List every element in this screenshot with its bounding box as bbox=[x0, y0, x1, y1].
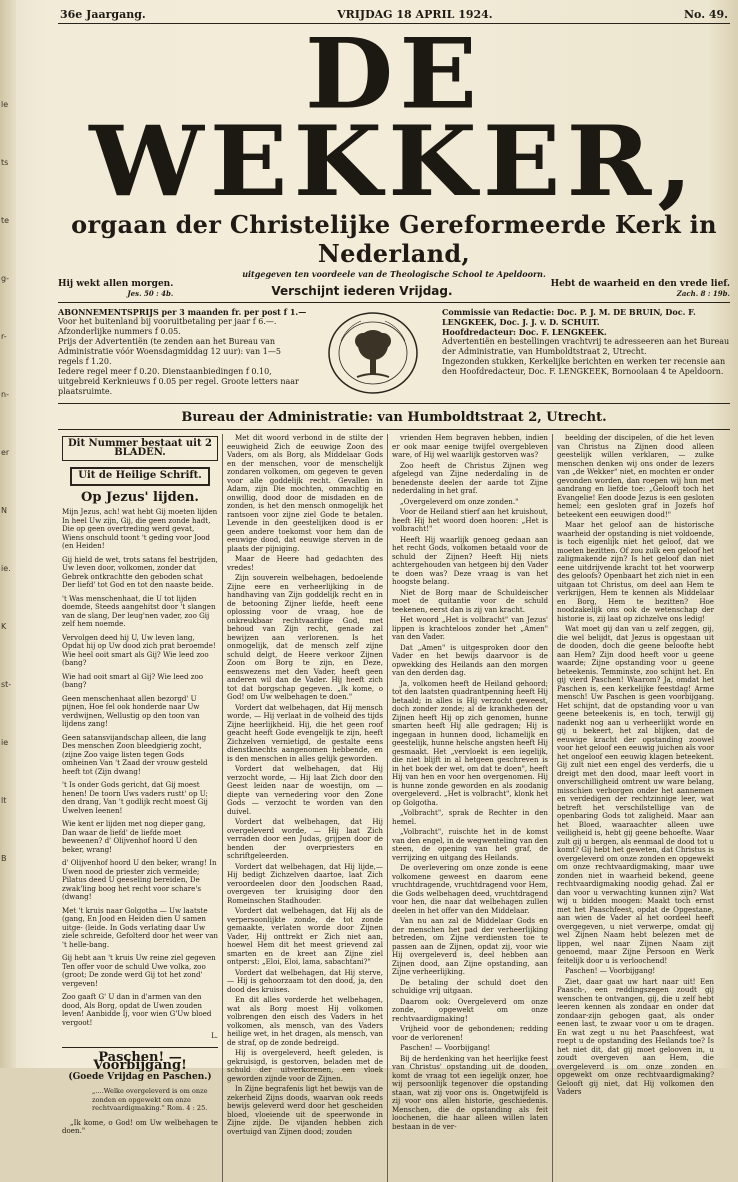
paragraph: Vordert dat welbehagen, dat Hij sterve, — Hij is gehoorzaam tot den dood, ja, den dood des kruises. bbox=[227, 967, 383, 994]
column-2 bbox=[223, 434, 388, 1182]
issue-date: VRIJDAG 18 APRIL 1924. bbox=[337, 8, 493, 21]
paragraph: Vordert dat welbehagen, dat Hij mensch worde, — Hij verlaat in de volheid des tijds Zijne heerlijkheid. Hij, die het geen roof geacht heeft Gode evengelijk te zijn, heeft Zichzelven vernietigd, de gestalte eens dienstknechts aangenomen hebbende, en is den menschen in alles gelijk geworden. bbox=[227, 702, 383, 763]
margin-fragment: lt bbox=[1, 796, 7, 805]
article-columns bbox=[58, 434, 730, 1182]
paragraph: Vordert dat welbehagen, dat Hij lijde,— Hij bedigt Zichzelven daartoe, laat Zich veroordeelen door den Joodschen Raad, overgeven ter kruisiging door den Romeinschen Stadhouder. bbox=[227, 861, 383, 905]
poem-stanza: Met 't kruis naar Golgotha — Uw laatste (gang, En Jood en Heiden dien U samen uitge- (leide. In Gods verlating daar Uw ziele schreide, Gefolterd door het weer van 't helle-bang. bbox=[62, 905, 219, 949]
paragraph: Zijn souverein welbehagen, bedoelende Zijne eere en verheerlijking in de handhaving van Zijn goddelijk recht en in de betooning Zijner liefde, heeft eene oplossing voor de vraag, hoe de onkreukbaar rechtvaardige God, met behoud van Zijn recht, genade zal bewijzen aan verlorenen. Is het onmogelijk, dat de mensch zelf zijne schuld delgt, de Heere verkoor Zijnen Zoon om Borg te zijn, en Deze, eenswezens met den Vader, heeft geen anderen wil dan de Vader. Hij heeft zich tot dat borgschap gegeven. „Ik kome, o God! om Uw welbehagen te doen." bbox=[227, 573, 383, 701]
poem-stanza: Wie kent er lijden met nog dieper gang, Dan waar de liefd' de liefde moet beweenen? d' Olijvenhof hoord U den beker, wrang! bbox=[62, 819, 206, 854]
motto-row bbox=[58, 279, 730, 298]
bureau-address: Bureau der Administratie: van Humboldtstraat 2, Utrecht. bbox=[58, 404, 730, 430]
masthead-subtitle: orgaan der Christelijke Gereformeerde Kerk in Nederland, bbox=[71, 210, 717, 268]
margin-fragment: te bbox=[1, 216, 10, 225]
poem-title: Op Jezus' lijden. bbox=[81, 489, 199, 505]
tree-seal-icon bbox=[327, 311, 419, 395]
paragraph: De betaling der schuld doet den schuldige vrij uitgaan. bbox=[392, 977, 548, 995]
article-title: Paschen! — Voorbijgang! bbox=[93, 1049, 187, 1073]
paragraph: Daarom ook: Overgeleverd om onze zonde, opgewekt om onze rechtvaardigmaking! bbox=[392, 996, 548, 1023]
poem-stanza: 't Is onder Gods gericht, dat Gij moest henen! De toorn Uws vaders rustt' op U; den drang, Van 't godlijk recht moest Gij Uwelven leenen! bbox=[62, 780, 208, 815]
paragraph: „Overgeleverd om onze zonden." bbox=[400, 496, 519, 506]
margin-fragment: le bbox=[1, 100, 9, 109]
issue-notice: Dit Nummer bestaat uit 2 BLADEN. bbox=[62, 436, 218, 461]
paragraph: Zoo heeft de Christus Zijnen weg afgelegd van Zijne nederdaling in de benedenste deelen der aarde tot Zijne nederdaling in het graf. bbox=[392, 460, 548, 495]
front-page bbox=[58, 4, 730, 1182]
paragraph: Voor de Heiland stierf aan het kruishout, heeft Hij het woord doen hooren: „Het is volbracht!" bbox=[392, 507, 548, 533]
poem-stanza: Gij hield de wet, trots satans fel bestrijden, Uw leven door, volkomen, zonder dat Gebrek ontkrachtte den geboden schat Der liefd' tot God en tot den naaste beide. bbox=[62, 554, 218, 589]
redaction-info: Commissie van Redactie: Doc. P. J. M. DE BRUIN, Doc. F. LENGKEEK, Doc. J. J. v. D. SCHUIT. Hoofdredacteur: Doc. F. LENGKEEK. Advertentiën en bestellingen vrachtvrij te adresseeren aan het Bureau der Administratie, van Humboldtstraat 2, Utrecht. Ingezonden stukken, Kerkelijke berichten en werken ter recensie aan den Hoofdredacteur, Doc. F. LENGKEEK, Bornoolaan 4 te Apeldoorn. bbox=[442, 307, 730, 376]
article-opening: „Ik kome, o God! om Uw welbehagen te doen." bbox=[62, 1117, 218, 1135]
paragraph: De overlevering om onze zonde is eene volkomene geweest en daarom eene vruchtdragende, vruchtdragend voor Hem, die Gods welbehagen deed, vruchtdragend voor hen, die naar dat welbehagen zullen deelen in het offer van den Middelaar. bbox=[392, 863, 548, 915]
poem-stanza: Vervolgen deed hij U, Uw leven lang, Opdat hij op Uw dood zich prat beroemde! Wie heel ooit smart als Gij? Wie leed zoo (bang? bbox=[62, 632, 216, 667]
seal-emblem bbox=[314, 307, 432, 399]
margin-fragment: N bbox=[1, 506, 7, 515]
info-bar bbox=[58, 302, 730, 404]
margin-fragment: K bbox=[1, 622, 7, 631]
paragraph: beelding der discipelen, of die het leven van Christus na Zijnen dood alleen geestelijk willen verklaren, — zulke menschen denken wij ons onder de lezers van „de Wekker" niet, en mochten er onder gevonden worden, dan roepen wij hun met aandrang en liefde toe: „Gelooft toch het Evangelie! Een doode Jezus is een gesloten hemel; een gesloten graf in Jozefs hof beteekent een eeuwigen dood!" bbox=[557, 434, 714, 519]
paragraph: Ja, volkomen heeft de Heiland gehoord; tot den laatsten quadrantpenning heeft Hij betaald; in alles is Hij verzocht geweest, doch zonder zonde; al de krankheden der Zijnen heeft Hij op zich genomen, hunne smarten heeft Hij alle gedragen; Hij is ingegaan in hunnen dood, lichamelijk en geestelijk, hunne helsche angsten heeft Hij gesmaakt. Het „vervloekt is een iegelijk, die niet blijft in al hetgeen geschreven is in het boek der wet, om dat te doen", heeft Hij van hen en voor hen overgenomen. Hij is hunne zonde geworden en als zoodanig overgeleverd. „Het is volbracht", klonk het op Golgotha. bbox=[392, 678, 548, 807]
paragraph: „Volbracht", sprak de Rechter in den hemel. bbox=[392, 808, 548, 826]
margin-fragment: r- bbox=[1, 332, 7, 341]
right-motto: Hebt de waarheid en den vrede lief. Zach. 8 : 19b. bbox=[550, 279, 730, 298]
publisher-line: uitgegeven ten voordeele van de Theologische School te Apeldoorn. bbox=[242, 269, 546, 279]
section-heading: Uit de Heilige Schrift. bbox=[70, 467, 210, 486]
paragraph: Maar de Heere had gedachten des vredes! bbox=[227, 554, 383, 572]
poem-stanza: Wie had ooit smart al Gij? Wie leed zoo (bang? bbox=[62, 671, 204, 689]
poem-stanza: d' Olijvenhof hoord U den beker, wrang! In Uwen nood de priester zich vermeide; Pilatus deed U geeseling bereiden, De zwak'ling boog het recht voor schare's (dwang! bbox=[62, 858, 217, 901]
paragraph: Hij is overgeleverd, heeft geleden, is gekruisigd, is gestorven, beladen met de schuld der uitverkorenen, een vloek geworden zijnde voor de Zijnen. bbox=[227, 1048, 383, 1083]
paragraph: Maar het geloof aan de historische waarheid der opstanding is niet voldoende, is toch eigenlijk niet het geloof, dat we moeten bezitten. Of zou zulk een geloof het zaligmakende zijn? Is het geloof dan niet eene uitdrijvende kracht tot het voorwerp des geloofs? Openbaart het zich niet in een uitgaan tot Christus, om deel aan Hem te verkrijgen, Hem te kennen als Middelaar en Borg, Hem te bezitten? Hoe noodzakelijk ons ook de wetenschap der historie is, zij laat op zichzelve ons ledig! bbox=[557, 520, 714, 623]
paragraph: Vrijheid voor de gebondenen; redding voor de verlorenen! bbox=[392, 1024, 548, 1042]
poem-stanza: Mijn Jezus, ach! wat hebt Gij moeten lijden In heel Uw zijn, Gij, die geen zonde hadt, Die op geen overtreding werd gevat, Wiens onschuld toont 't geding voor Jood (en Heiden! bbox=[62, 507, 218, 550]
paragraph: Wat moet gij dan van u zelf zeggen, gij, die wel belijdt, dat Jezus is opgestaan uit de dooden, doch die geene beloofte hebt aan Hem? Zijn dood heeft voor u geene waarde; Zijne opstanding voor u geene beteekenis. Temminste, zoo schijnt het. En gij vierd Paschen! Waarom? Ja, omdat het Paschen is, een kerkelijke feestdag! Arme mensch! Uw Paschen is geen voorbijgang. Het schijnt, dat de opstanding voor u van geene beteekenis is, en toch, terwijl gij nadenkt nog aan u verheerlijkt worde en gij u bekeert, het zal blijken, dat de eeuwige kracht der opstanding zoowel voor het geloof een eeuwig juichen als voor het ongeloof een eeuwig klagen beteekent. Gij zult niet een engel des verderfs, die u dreigt met den dood, maar leeft voort in onverschilligheid omtrent uw ware belang, misschien verborgen onder het aannemen en verdedigen der rechtzinnige leer, wat betreft het verschilstellige van de openbaring Gods tot zaligheid. Maar aan het Bloed, waaraachter alleen uwe veiligheid is, hebt gij geene behoefte. Waar zult gij u bergen, als eenmaal de dood tot u komt? Gij hebt het geweten, dat Christus is overgeleverd om onze zonden en opgewekt om onze rechtvaardigmaking, maar uwe zonden niet in waarheid bekend, geene rechtvaardigmaking noodig gehad. Zal er dan voor u verwachting kunnen zijn? Wat wij u bidden moogen: Maakt toch ernst met het Paaschfeest, opdat de Opgestane, aan wien de Vader al het oordeel heeft overgegeven, u niet verwerpe, omdat gij wel Zijnen Naam hebt belezen met de lippen, wel naar Zijnen Naam zijt genoemd, maar Zijne Persoon en Werk feitelijk door u is verloochend! bbox=[557, 624, 714, 965]
paragraph: Van nu aan zal de Middelaar Gods en der menschen het pad der verheerlijking betreden, om Zijne verdiensten toe te passen aan de Zijnen, opdat zij, voor wie Hij overgeleverd is, deel hebben aan Zijnen dood, aan Zijne opstanding, aan Zijne verheerlijking. bbox=[392, 916, 548, 976]
left-motto: Hij wekt allen morgen. Jes. 50 : 4b. bbox=[58, 279, 174, 298]
masthead-title: DE WEKKER, bbox=[89, 17, 699, 219]
column-4 bbox=[553, 434, 718, 1182]
poem-stanza: Zoo gaaft G' U dan in d'armen van den dood, Als Borg, opdat de Uwen zouden leven! Aanbidde Ij, voor wien G'Uw bloed vergoot! bbox=[62, 992, 212, 1027]
issue-number: No. 49. bbox=[684, 8, 728, 21]
subscription-info: ABONNEMENTSPRIJS per 3 maanden fr. per post f 1.— Voor het buitenland bij vooruitbetaling per jaar f 6.—. Afzonderlijke nummers f 0.05. Prijs der Advertentiën (te zenden aan het Bureau van Administratie vóór Woensdagmiddag 12 uur): van 1—5 regels f 1.20. Iedere regel meer f 0.20. Dienstaanbiedingen f 0.10, uitgebreid Kerknieuws f 0.05 per regel. Groote letters naar plaatsruimte. bbox=[58, 307, 307, 396]
poem-stanza: Geen menschenhaat allen bezorgd' U pijnen, Hoe fel ook honderde naar Uw verdwijnen, Wellustig op den toon van lijdens zang! bbox=[62, 693, 200, 728]
paragraph: Paschen! — Voorbijgang! bbox=[400, 1043, 491, 1052]
paragraph: Paschen! — Voorbijgang! bbox=[565, 966, 656, 975]
paragraph: Met dit woord verbond in de stilte der eeuwigheid Zich de eeuwige Zoon des Vaders, om als Borg, als Middelaar Gods en der menschen, voor de menschelijk zondaren volkomen, om gegeven te geven voor alle goddelijk recht. Gevallen in Adam, zijn Die mochten, ommachtig en onwillig, dood door de misdaden en de zonden, is het den mensch onmogelijk het rantsoen voor zijne ziel Gode te betalen. Levende in den geestelijken dood is er geen andere toekomst voor hem dan de eeuwige dood, dat eeuwige sterven in de plaats der pijniging. bbox=[227, 434, 383, 553]
paragraph: Vordert dat welbehagen, dat Hij overgeleverd worde, — Hij laat Zich verraden door een Judas, grijpen door de benden der overpriesters en schriftgeleerden. bbox=[227, 817, 383, 860]
paragraph: Niet de Borg maar de Schuldeischer moet de quitantie voor de schuld teekenen, eerst dan is zij van kracht. bbox=[392, 587, 548, 614]
margin-fragment: ie. bbox=[1, 564, 11, 573]
paragraph: Ziet, daar gaat uw hart naar uit! Een Paasch-, een reddingszegen zoudt gij wenschen te ontvangen, gij, die u zelf hebt leeren kennen als zondaar en onder dat zondaar-zijn gebogen gaat, als onder eenen last, te zwaar voor u om te dragen. En wat zegt u nu het Paaschfeest, wat roept u de opstanding des Heilands toe? Is het niet dit, dat gij moet gelooven in, u zoudt overgeven aan Hem, die overgeleverd is om onze zonden en opgewekt om onze rechtvaardigmaking? Gelooft gij niet, dat Hij volkomen den Vaders bbox=[557, 976, 714, 1096]
poem-signature: L. bbox=[211, 1032, 218, 1040]
paragraph: In Zijne begrafenis ligt het bewijs van de zekerheid Zijns doods, waarvan ook reeds bewijs geleverd werd door het gescheiden bloed, vloeiende uit de speerwonde in Zijne zijde. De vijanden hebben zich overtuigd van Zijnen dood; zouden bbox=[227, 1084, 383, 1136]
column-1 bbox=[58, 434, 223, 1182]
paragraph: Vordert dat welbehagen, dat Hij als de verpersoonlijkte zonde, de tot zonde gemaakte, verlaten worde door Zijnen Vader, Hij onttrekt er Zich niet aan, hoewel Hem dit het meest grievend zal smarten en de kreet aan Zijne ziel ontperst: „Eloi, Eloi, lama, sabachtani?" bbox=[227, 906, 383, 966]
poem-stanza: Gij hebt aan 't kruis Uw reine ziel gegeven Ten offer voor de schuld Uwe volka, zoo (groot; De zonde werd Gij tot het zond' vergeven! bbox=[62, 953, 216, 988]
scripture-quote: „....Welke overgeleverd is om onze zonden en opgewekt om onze rechtvaardigmaking." Rom. 4 : 25. bbox=[92, 1087, 208, 1112]
poem bbox=[62, 508, 218, 1027]
paragraph: Bij de herdenking van het heerlijke feest van Christus' opstanding uit de dooden, komt de vraag tot een iegelijk onzer, hoe wij persoonlijk tegenover die opstanding staan, wat zij voor ons is. Ongetwijfeld is zij voor ons allen historie, geschiedenis. Menschen, die de opstanding als feit loochenen, die haar alleen willen laten bestaan in de ver- bbox=[392, 1053, 548, 1131]
margin-fragment: ie bbox=[1, 738, 9, 747]
volume: 36e Jaargang. bbox=[60, 8, 146, 21]
poem-stanza: Geen satansvijandschap alleen, die lang Des menschen Zoon bleedgierig zocht, (zijne Zoo vaige listen tegen Gods omheinen Van 't Zaad der vrouw gesteld heeft tot (Zijn dwang! bbox=[62, 732, 208, 776]
margin-fragment: er bbox=[1, 448, 10, 457]
article-subtitle: (Goede Vrijdag en Paschen.) bbox=[68, 1071, 212, 1082]
margin-fragment: g- bbox=[1, 274, 9, 283]
margin-fragment: st- bbox=[1, 680, 12, 689]
paragraph: Het woord „Het is volbracht" van Jezus' lippen is krachteloos zonder het „Amen" van den Vader. bbox=[392, 615, 548, 641]
margin-fragment: n- bbox=[1, 390, 9, 399]
paragraph: „Volbracht", ruischte het in de komst van den engel, in de wegwenteling van den steen, de opening van het graf, de verrijzing en uitgang des Heilands. bbox=[392, 827, 548, 862]
paragraph: En dit alles vorderde het welbehagen, wat als Borg moest Hij volkomen volbrengen den eisch des Vaders in het volkomen, als mensch, van des Vaders heilige wet, in het dragen, als mensch, van de straf, op de zonde bedreigd. bbox=[227, 995, 383, 1047]
paragraph: vrienden Hem begraven hebben, indien er ook maar eenige twijfel overgebleven ware, of Hij wel waarlijk gestorven was? bbox=[392, 434, 548, 459]
paragraph: Dat „Amen" is uitgesproken door den Vader en het bewijs daarvoor is de opwekking des Heilands aan den morgen van den derden dag. bbox=[392, 642, 548, 677]
margin-fragment: B bbox=[1, 854, 7, 863]
poem-stanza: 't Was menschenhaat, die U tot lijden doemde, Steeds aangehitst door 't slangen van de slang, Der leug'nen vader, zoo Gij zelf hem noemde. bbox=[62, 593, 216, 628]
paragraph: Heeft Hij waarlijk genoeg gedaan aan het recht Gods, volkomen betaald voor de schuld der Zijnen? Heeft Hij niets achtergehouden van hetgeen bij den Vader te doen was? Deze vraag is van het hoogste belang. bbox=[392, 534, 548, 586]
frequency-note: Verschijnt iederen Vrijdag. bbox=[271, 284, 453, 298]
divider bbox=[62, 1047, 218, 1048]
paragraph: Vordert dat welbehagen, dat Hij verzocht worde, — Hij laat Zich door den Geest leiden naar de woestijn, om — diepte van vernedering voor den Zone Gods — verzocht te worden van den duivel. bbox=[227, 764, 383, 816]
margin-fragment: ts bbox=[1, 158, 9, 167]
column-3 bbox=[388, 434, 553, 1182]
